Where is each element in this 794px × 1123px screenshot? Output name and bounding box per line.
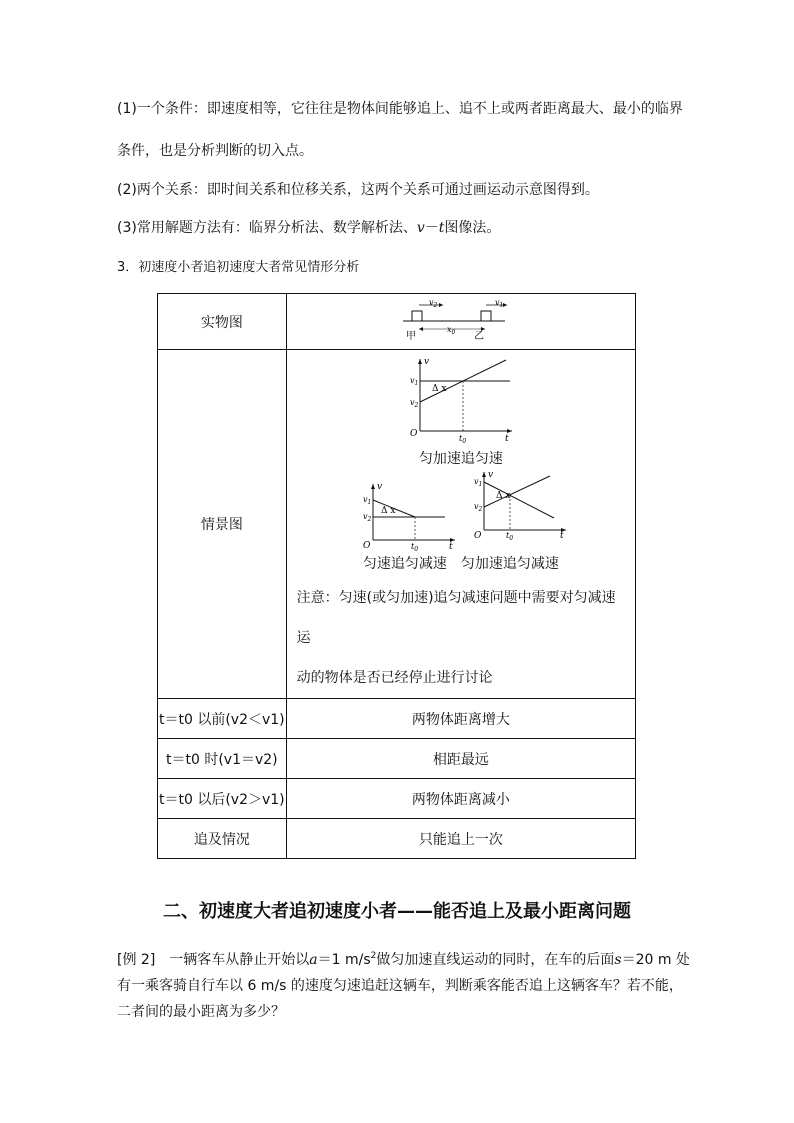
example-text: 做匀加速直线运动的同时，在车的后面	[376, 952, 615, 968]
axis-t-label: t	[504, 434, 509, 444]
axis-v-label: v	[376, 482, 382, 492]
paragraph-2: (2)两个关系：即时间关系和位移关系，这两个关系可通过画运动示意图得到。	[117, 182, 599, 198]
origin-label: O	[409, 429, 418, 439]
delta-x-label: Δ x	[380, 506, 396, 516]
paragraph-3-prefix: (3)常用解题方法有：临界分析法、数学解析法、	[117, 220, 417, 236]
axis-t-label: t	[448, 542, 453, 552]
captions-row	[287, 554, 635, 574]
axis-v-label: v	[487, 470, 493, 480]
table-row	[158, 294, 636, 350]
variable-s: s	[614, 952, 622, 968]
paragraph-3-t: t	[438, 220, 445, 236]
note	[287, 578, 635, 698]
scenario-cell	[286, 350, 635, 699]
analysis-table	[157, 293, 636, 859]
row-label-scenario: 情景图	[158, 350, 287, 699]
distance-label-x0: $x_0$	[446, 324, 456, 336]
paragraph-3-suffix: 图像法。	[444, 220, 501, 236]
note-line-2: 动的物体是否已经停止进行讨论	[296, 670, 493, 686]
axis-v-label: v	[423, 357, 429, 367]
tick-label-v2: $v_2$	[362, 512, 372, 523]
origin-label: O	[473, 531, 482, 541]
distance-value: ＝20 m 处	[621, 952, 690, 968]
example-label: [例 2] 一辆客车从静止开始以	[117, 952, 310, 968]
table-row	[158, 350, 636, 699]
row-label-before-t0: t＝t0 以前(v2＜v1)	[158, 699, 287, 739]
variable-a: a	[309, 952, 318, 968]
tick-label-v1: $v_1$	[473, 477, 483, 488]
graph-uniform-accel-vs-uniform	[406, 355, 516, 445]
tick-label-t0: $t_0$	[505, 531, 513, 542]
example-line-3: 二者间的最小距离为多少？	[117, 1004, 285, 1020]
car-label-a: 甲	[405, 330, 416, 342]
paragraph-3-dash: －	[424, 220, 439, 236]
superscript-2: 2	[370, 951, 377, 961]
caption-uniform-vs-decel: 匀速追匀减速	[362, 556, 447, 572]
tick-label-t0: $t_0$	[458, 434, 466, 445]
car-label-b: 乙	[473, 330, 484, 342]
tick-label-v2: $v_2$	[473, 502, 483, 513]
delta-x-label: Δ x	[431, 384, 447, 394]
table-row	[158, 739, 636, 779]
paragraph-3	[117, 218, 500, 238]
row-value-before-t0: 两物体距离增大	[286, 699, 635, 739]
tick-label-v1: $v_1$	[362, 495, 372, 506]
axis-t-label: t	[559, 531, 564, 541]
paragraph-1-line-1: (1)一个条件：即速度相等，它往往是物体间能够追上、追不上或两者距离最大、最小的临界	[117, 101, 683, 117]
row-value-at-t0: 相距最远	[286, 739, 635, 779]
row-label-at-t0: t＝t0 时(v1＝v2)	[158, 739, 287, 779]
arrow-label-v1: $v_1$	[494, 297, 504, 309]
graph-accel-vs-decel	[470, 468, 570, 542]
caption-accel-vs-decel: 匀加速追匀减速	[460, 556, 559, 572]
row-value-after-t0: 两物体距离减小	[286, 779, 635, 819]
arrow-label-v2: $v_2$	[428, 297, 438, 309]
table-row	[158, 699, 636, 739]
example-line-1	[117, 946, 690, 970]
origin-label: O	[362, 541, 371, 551]
table-row	[158, 819, 636, 859]
tick-label-v1: $v_1$	[409, 376, 419, 387]
graph-uniform-vs-decel	[359, 480, 459, 553]
paragraph-3-v: v	[416, 220, 425, 236]
row-value-catch-up: 只能追上一次	[286, 819, 635, 859]
paragraph-1-line-2: 条件，也是分析判断的切入点。	[117, 143, 313, 159]
caption-uniform-accel-vs-uniform: 匀加速追匀速	[418, 451, 503, 467]
graphs-row	[287, 470, 635, 553]
example-line-2: 有一乘客骑自行车以 6 m/s 的速度匀速追赶这辆车，判断乘客能否追上这辆客车？若不能，	[117, 978, 683, 994]
acceleration-value: ＝1 m/s	[317, 952, 371, 968]
delta-x-label: Δ x	[495, 491, 511, 501]
tick-label-v2: $v_2$	[409, 398, 419, 409]
tick-label-t0: $t_0$	[410, 542, 418, 553]
row-label-catch-up: 追及情况	[158, 819, 287, 859]
row-label-after-t0: t＝t0 以后(v2＞v1)	[158, 779, 287, 819]
row-label-physical-diagram: 实物图	[158, 294, 287, 350]
note-line-1: 注意：匀速(或匀加速)追匀减速问题中需要对匀减速运	[296, 590, 616, 646]
section-title: 二、初速度大者追初速度小者——能否追上及最小距离问题	[163, 901, 631, 922]
physical-diagram	[401, 299, 521, 341]
paragraph-4: 3．初速度小者追初速度大者常见情形分析	[117, 260, 360, 275]
table-row	[158, 779, 636, 819]
physical-diagram-cell	[286, 294, 635, 350]
